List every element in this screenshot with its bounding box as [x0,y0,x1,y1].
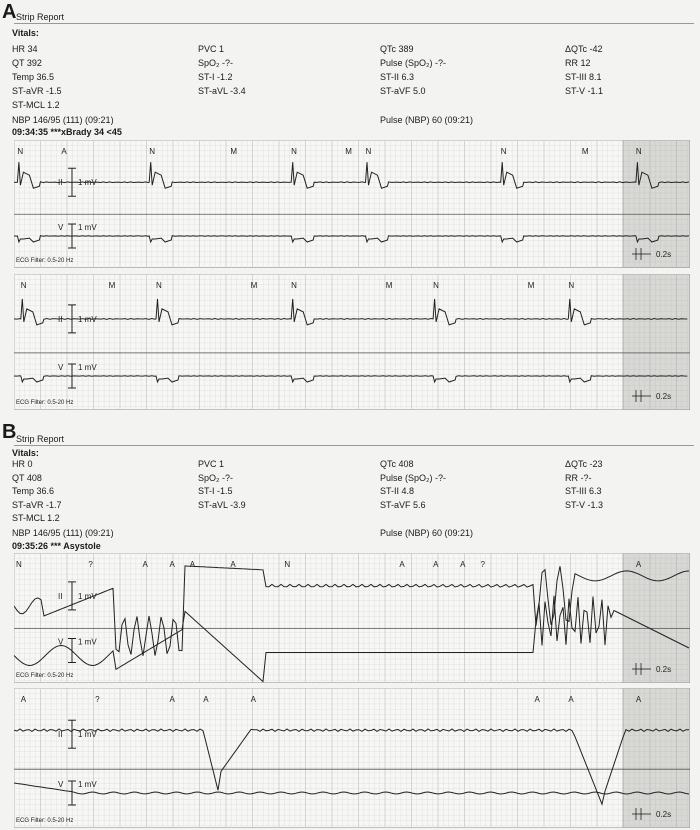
scale-label: 1 mV [78,780,97,789]
vital-value: QTc 389 [380,44,414,54]
beat-marker: N [149,147,155,156]
vital-value: SpO₂ -?- [198,58,234,68]
ecg-filter-label: ECG Filter: 0.5-20 Hz [16,258,74,264]
nbp-value: NBP 146/95 (111) (09:21) [12,115,114,125]
beat-marker: N [291,147,297,156]
ecg-filter-label: ECG Filter: 0.5-20 Hz [16,400,74,406]
lead-label: II [58,591,63,601]
beat-marker: N [433,281,439,290]
report-title: Strip Report [16,434,65,444]
vital-value: ST-aVF 5.0 [380,86,426,96]
pulse-nbp-value: Pulse (NBP) 60 (09:21) [380,528,474,538]
beat-marker: M [581,147,589,156]
panel-letter: A [2,1,17,23]
shaded-region [622,553,690,683]
vital-value: ST-II 6.3 [380,72,415,82]
beat-marker: A [399,560,405,569]
vital-value: ΔQTc -42 [565,44,603,54]
vitals-label: Vitals: [12,28,39,38]
beat-marker: A [635,560,642,569]
vital-value: ST-aVL -3.4 [198,86,246,96]
shaded-region [622,140,690,268]
beat-marker: N [635,147,642,156]
vital-value: QTc 408 [380,459,414,469]
ecg-strip-b2 [14,688,690,828]
time-scale-label: 0.2s [656,810,672,819]
beat-marker: N [365,147,372,156]
beat-marker: N [16,560,22,569]
beat-marker: N [500,147,507,156]
vital-value: ST-II 4.8 [380,486,415,496]
beat-marker: N [20,281,27,290]
beat-marker: A [460,560,466,569]
beat-marker: A [169,560,175,569]
event-label: 09:35:26 *** Asystole [12,541,101,551]
lead-label: II [58,730,63,740]
vital-value: Pulse (SpO₂) -?- [380,472,447,483]
vital-value: ST-V -1.3 [565,499,604,510]
beat-marker: M [527,281,535,290]
vital-value: QT 392 [12,58,42,68]
pulse-nbp-value: Pulse (NBP) 60 (09:21) [380,115,474,125]
ecg-strip-a1 [14,140,690,268]
divider [14,23,694,24]
beat-marker: A [568,695,574,704]
divider [14,445,694,446]
ecg-grid [14,274,690,410]
lead-label: II [58,178,63,188]
lead-label: V [58,637,64,647]
beat-marker: A [230,560,236,569]
scale-label: 1 mV [78,730,97,740]
vital-value: Pulse (SpO₂) -?- [380,58,447,68]
vital-value: ΔQTc -23 [565,459,603,469]
scale-label: 1 mV [78,223,97,232]
vitals-label: Vitals: [12,448,39,458]
ecg-filter-label: ECG Filter: 0.5-20 Hz [16,673,74,679]
vital-value: ST-III 6.3 [565,486,602,496]
beat-marker: M [385,281,393,290]
beat-marker: M [345,147,352,156]
report-title: Strip Report [16,12,65,22]
time-scale-label: 0.2s [656,392,672,401]
vital-value: ST-MCL 1.2 [12,513,60,523]
ecg-strip-a2 [14,274,690,410]
ecg-grid [14,140,690,268]
beat-marker: M [230,147,237,156]
beat-marker: A [635,695,642,704]
event-label: 09:34:35 ***xBrady 34 <45 [12,127,122,137]
lead-label: V [58,363,64,372]
lead-label: V [58,780,64,789]
beat-marker: A [250,695,256,704]
vital-value: SpO₂ -?- [198,472,234,483]
beat-marker: ? [480,560,485,569]
scale-label: 1 mV [78,314,97,324]
vital-value: Temp 36.5 [12,72,55,82]
beat-marker: A [433,560,439,569]
time-scale-label: 0.2s [656,250,672,259]
beat-marker: N [291,281,297,290]
vital-value: RR 12 [565,58,591,68]
nbp-value: NBP 146/95 (111) (09:21) [12,528,114,538]
vital-value: ST-aVF 5.6 [380,499,426,510]
scale-label: 1 mV [78,591,97,601]
beat-marker: M [250,281,258,290]
beat-marker: A [189,560,196,569]
vital-value: HR 0 [12,459,33,469]
vital-value: ST-I -1.5 [198,486,233,496]
vital-value: QT 408 [12,472,42,483]
vital-value: RR -?- [565,472,592,483]
shaded-region [622,274,690,410]
vital-value: ST-aVL -3.9 [198,499,246,510]
scale-label: 1 mV [78,637,97,647]
scale-label: 1 mV [78,178,97,188]
vital-value: ST-aVR -1.5 [12,86,62,96]
vital-value: ST-aVR -1.7 [12,499,62,510]
vital-value: ST-V -1.1 [565,86,604,96]
lead-label: V [58,223,64,232]
beat-marker: ? [88,560,93,569]
vital-value: PVC 1 [198,459,225,469]
beat-marker: A [169,695,175,704]
beat-marker: A [534,695,540,704]
beat-marker: N [284,560,291,569]
vital-value: ST-I -1.2 [198,72,233,82]
ecg-grid [14,688,690,828]
ecg-strip-b1 [14,553,690,683]
scale-label: 1 mV [78,363,97,372]
time-scale-label: 0.2s [656,665,672,674]
strip-report-b [0,418,700,830]
beat-marker: A [20,695,27,704]
beat-marker: A [142,560,148,569]
shaded-region [622,688,690,828]
beat-marker: N [568,281,575,290]
vital-value: PVC 1 [198,44,225,54]
panel-letter: B [2,421,17,443]
lead-label: II [58,314,63,324]
vital-value: ST-III 8.1 [565,72,602,82]
beat-marker: ? [95,695,100,704]
vital-value: Temp 36.6 [12,486,55,496]
beat-marker: M [108,281,116,290]
beat-marker: A [203,695,209,704]
beat-marker: A [61,147,67,156]
ecg-filter-label: ECG Filter: 0.5-20 Hz [16,818,74,824]
vital-value: ST-MCL 1.2 [12,100,60,110]
beat-marker: N [155,281,162,290]
vital-value: HR 34 [12,44,38,54]
beat-marker: N [17,147,24,156]
